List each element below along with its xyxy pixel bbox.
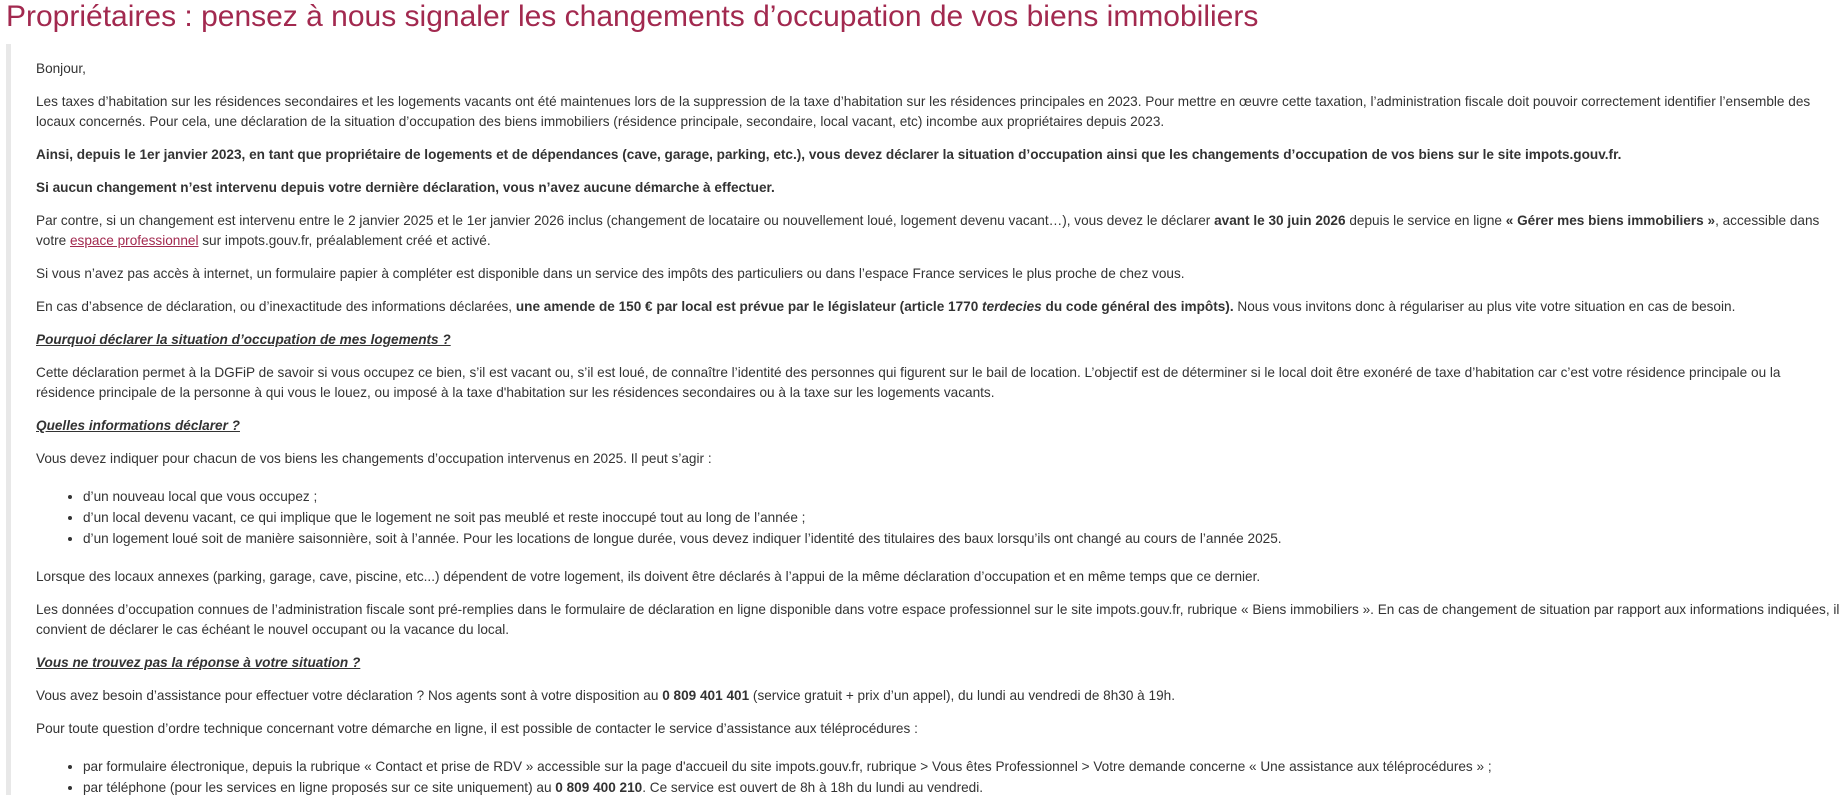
technical-phone: 0 809 400 210 [555, 780, 643, 795]
penalty-amount-text [516, 299, 1234, 314]
change-text-f: sur impots.gouv.fr, préalablement créé et activé. [198, 233, 491, 248]
paragraph-annexes: Lorsque des locaux annexes (parking, garage, cave, piscine, etc...) dépendent de votre logement, ils doivent être déclarés à l’appui de la même déclaration d’occupation et en même temps que ce dernier. [36, 569, 1261, 584]
list-item [83, 778, 1842, 795]
paragraph-change-deadline [36, 211, 1842, 251]
paragraph-why: Cette déclaration permet à la DGFiP de savoir si vous occupez ce bien, s’il est vacant ou, s’il est loué, de connaître l’identité des personnes qui figurent sur le bail de location. L’objectif est de déterminer si le local doit être exonéré de taxe d’habitation car c’est votre résidence principale ou la résidence principale de la personne à qui vous le louez, ou imposé à la taxe d'habitation sur les résidences secondaires ou à la taxe sur les logements vacants. [36, 365, 1781, 400]
no-change-text: Si aucun changement n’est intervenu depuis votre dernière déclaration, vous n’avez aucune démarche à effectuer. [36, 180, 775, 195]
paragraph-assistance [36, 686, 1842, 706]
change-text-c: depuis le service en ligne [1345, 213, 1506, 228]
paragraph-what: Vous devez indiquer pour chacun de vos biens les changements d’occupation intervenus en 2025. Il peut s’agir : [36, 451, 712, 466]
paragraph-technical: Pour toute question d’ordre technique concernant votre démarche en ligne, il est possible de contacter le service d’assistance aux téléprocédures : [36, 721, 918, 736]
penalty-text-a: En cas d’absence de déclaration, ou d’inexactitude des informations déclarées, [36, 299, 516, 314]
change-text-a: Par contre, si un changement est intervenu entre le 2 janvier 2025 et le 1er janvier 2026 inclus (changement de locataire ou nouvellement loué, logement devenu vacant…), vous devez le déclarer [36, 213, 1215, 228]
obligation-text: Ainsi, depuis le 1er janvier 2023, en tant que propriétaire de logements et de dépendances (cave, garage, parking, etc.), vous devez déclarer la situation d’occupation ainsi que les changements d’occupation de vos biens sur le site impots.gouv.fr. [36, 147, 1622, 162]
phone-text-c: . Ce service est ouvert de 8h à 18h du lundi au vendredi. [642, 780, 984, 795]
espace-professionnel-link[interactable]: espace professionnel [70, 233, 199, 248]
list-item: • par formulaire électronique, depuis la rubrique « Contact et prise de RDV » accessible sur la page d'accueil du site impots.gouv.fr, rubrique > Vous êtes Professionnel > Votre demande concerne « Une assistance aux téléprocédures » ; [83, 757, 1842, 777]
service-name: « Gérer mes biens immobiliers » [1505, 213, 1716, 228]
penalty-terdecies: terdecies [982, 299, 1042, 314]
phone-text-a: par téléphone (pour les services en ligne proposés sur ce site uniquement) au [83, 780, 556, 795]
heading-no-answer: Vous ne trouvez pas la réponse à votre situation ? [36, 655, 361, 670]
paragraph-no-change [36, 178, 1842, 198]
list-item: • d’un nouveau local que vous occupez ; [83, 487, 1842, 507]
paragraph-obligation [36, 145, 1842, 165]
list-item: • d’un local devenu vacant, ce qui implique que le logement ne soit pas meublé et reste inoccupé tout au long de l’année ; [83, 508, 1842, 528]
contact-list [36, 757, 1842, 795]
changes-list [36, 487, 1842, 549]
assistance-text-a: Vous avez besoin d’assistance pour effectuer votre déclaration ? Nos agents sont à votre disposition au [36, 688, 663, 703]
assistance-phone: 0 809 401 401 [662, 688, 750, 703]
paragraph-prefilled: Les données d’occupation connues de l’administration fiscale sont pré-remplies dans le formulaire de déclaration en ligne disponible dans votre espace professionnel sur le site impots.gouv.fr, rubrique « Biens immobiliers ». En cas de changement de situation par rapport aux informations indiquées, il convient de déclarer le cas échéant le nouvel occupant ou la vacance du local. [36, 602, 1840, 637]
paragraph-paper-form: Si vous n’avez pas accès à internet, un formulaire papier à compléter est disponible dans un service des impôts des particuliers ou dans l’espace France services le plus proche de chez vous. [36, 266, 1185, 281]
heading-why-declare: Pourquoi déclarer la situation d’occupation de mes logements ? [36, 332, 451, 347]
penalty-text-d: du code général des impôts). [1041, 299, 1234, 314]
deadline-text: avant le 30 juin 2026 [1214, 213, 1346, 228]
change-text-e: , accessible dans votre [36, 213, 1820, 248]
penalty-text-b: une amende de 150 € par local est prévue par le législateur (article 1770 [515, 299, 983, 314]
page-title: Propriétaires : pensez à nous signaler les changements d’occupation de vos biens immobiliers [6, 0, 1259, 33]
list-item: • d’un logement loué soit de manière saisonnière, soit à l’année. Pour les locations de longue durée, vous devez indiquer l’identité des titulaires des baux lorsqu’ils ont changé au cours de l’année 2025. [83, 529, 1842, 549]
assistance-text-c: (service gratuit + prix d’un appel), du lundi au vendredi de 8h30 à 19h. [749, 688, 1175, 703]
article-body [6, 44, 1842, 795]
paragraph-intro: Les taxes d’habitation sur les résidences secondaires et les logements vacants ont été maintenues lors de la suppression de la taxe d’habitation sur les résidences principales en 2023. Pour mettre en œuvre cette taxation, l’administration fiscale doit pouvoir correctement identifier l’ensemble des locaux concernés. Pour cela, une déclaration de la situation d’occupation des biens immobiliers (résidence principale, secondaire, local vacant, etc) incombe aux propriétaires depuis 2023. [36, 94, 1811, 129]
greeting: Bonjour, [36, 61, 86, 76]
heading-what-to-declare: Quelles informations déclarer ? [36, 418, 240, 433]
paragraph-penalty [36, 297, 1842, 317]
penalty-text-e: Nous vous invitons donc à régulariser au plus vite votre situation en cas de besoin. [1233, 299, 1736, 314]
